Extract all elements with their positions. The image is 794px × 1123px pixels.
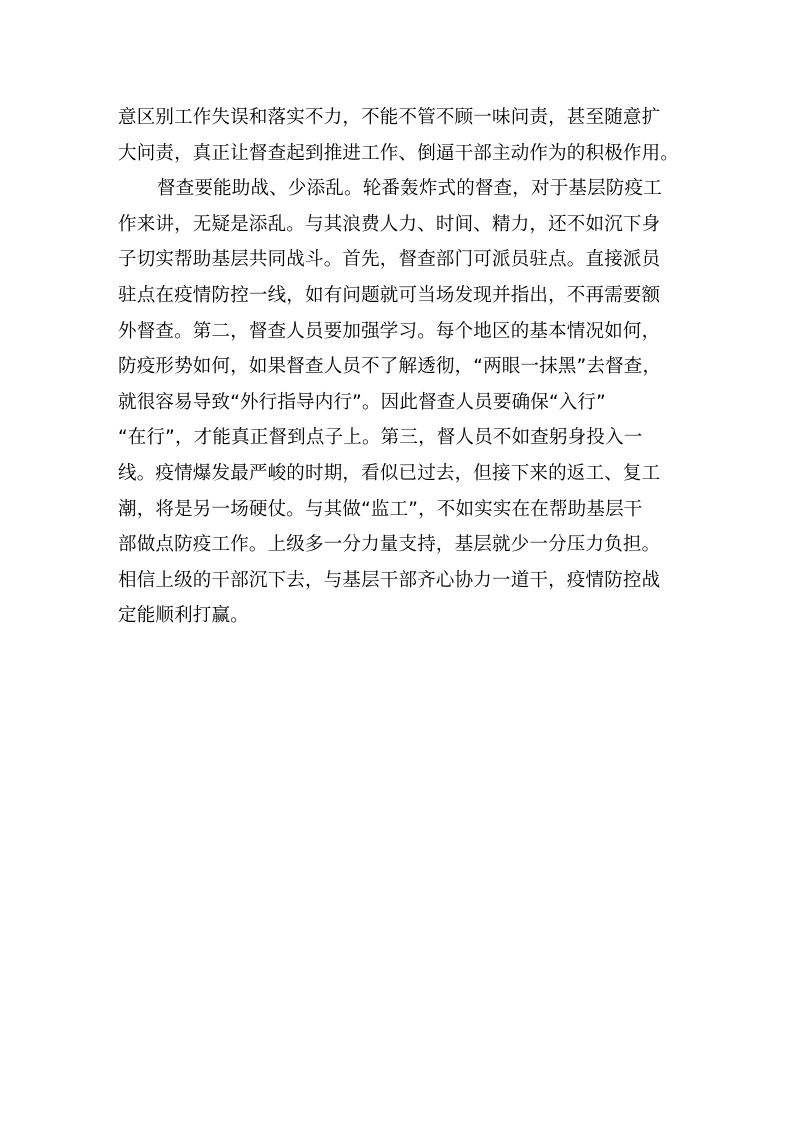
text-line: 部做点防疫工作。上级多一分力量支持，基层就少一分压力负担。 <box>118 534 661 556</box>
text-line: 子切实帮助基层共同战斗。首先，督查部门可派员驻点。直接派员 <box>118 249 661 271</box>
text-line: 大问责，真正让督查起到推进工作、倒逼干部主动作为的积极作用。 <box>118 142 680 164</box>
text-line: “在行”，才能真正督到点子上。第三，督人员不如查躬身投入一 <box>118 427 643 449</box>
text-line: 就很容易导致“外行指导内行”。因此督查人员要确保“入行” <box>118 391 606 413</box>
text-line: 防疫形势如何，如果督查人员不了解透彻，“两眼一抹黑”去督查， <box>118 356 662 378</box>
paragraph-first-line: 督查要能助战、少添乱。轮番轰炸式的督查，对于基层防疫工 <box>157 178 662 200</box>
text-line: 驻点在疫情防控一线，如有问题就可当场发现并指出，不再需要额 <box>118 284 661 306</box>
text-line: 潮，将是另一场硬仗。与其做“监工”，不如实实在在帮助基层干 <box>118 498 643 520</box>
text-line: 意区别工作失误和落实不力，不能不管不顾一味问责，甚至随意扩 <box>118 107 661 128</box>
text-line: 线。疫情爆发最严峻的时期，看似已过去，但接下来的返工、复工 <box>118 462 661 484</box>
text-line: 相信上级的干部沉下去，与基层干部齐心协力一道干，疫情防控战 <box>118 569 661 591</box>
text-line: 外督查。第二，督查人员要加强学习。每个地区的基本情况如何， <box>118 320 661 342</box>
text-line: 作来讲，无疑是添乱。与其浪费人力、时间、精力，还不如沉下身 <box>118 213 661 235</box>
text-line: 定能顺利打赢。 <box>118 605 249 627</box>
document-body <box>118 100 678 634</box>
